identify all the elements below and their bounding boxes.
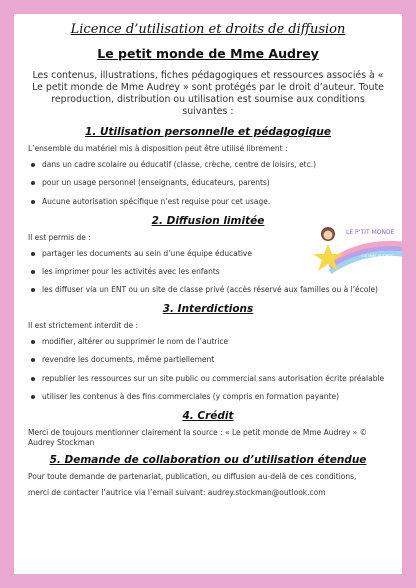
list-item: les imprimer pour les activités avec les enfants xyxy=(28,267,388,277)
section-5-text: Pour toute demande de partenariat, publication, ou diffusion au-delà de ces conditions, xyxy=(28,472,357,481)
list-item: partager les documents au sein d’une équipe éducative xyxy=(28,249,388,259)
section-1-text: L’ensemble du matériel mis à disposition peut être utilisé librement : xyxy=(28,144,288,154)
document-subtitle: Le petit monde de Mme Audrey xyxy=(97,46,319,61)
license-page xyxy=(14,14,402,574)
list-item: republier les ressources sur un site public ou commercial sans autorisation écrite préalable xyxy=(28,374,388,384)
list-item: utiliser les contenus à des fins commerciales (y compris en formation payante) xyxy=(28,392,388,402)
section-5-contact: merci de contacter l’autrice via l’email suivant: audrey.stockman@outlook.com xyxy=(28,488,326,498)
logo-line-1: LE P’TIT MONDE xyxy=(346,229,395,236)
list-item: les diffuser via un ENT ou un site de classe privé (accès réservé aux familles ou à l’école) xyxy=(28,285,388,295)
document-title: Licence d’utilisation et droits de diffusion xyxy=(70,22,346,37)
list-item: dans un cadre scolaire ou éducatif (classe, crèche, centre de loisirs, etc.) xyxy=(28,160,388,170)
intro-paragraph: Les contenus, illustrations, fiches pédagogiques et ressources associés à « Le petit monde de Mme Audrey » sont protégés par le droit d’auteur. Toute reproduction, distribution ou utilisation est soumise aux conditions suivantes : xyxy=(32,70,384,118)
brand-logo xyxy=(312,222,402,274)
section-4-title: 4. Crédit xyxy=(182,409,234,422)
section-1-list xyxy=(28,160,388,206)
section-2-title: 2. Diffusion limitée xyxy=(151,214,265,227)
section-3-text: Il est strictement interdit de : xyxy=(28,321,139,331)
section-3-title: 3. Interdictions xyxy=(162,303,254,316)
section-4-text: Merci de toujours mentionner clairement la source : « Le petit monde de Mme Audrey » © Audrey Stockman xyxy=(28,427,368,447)
section-3-list xyxy=(28,337,388,402)
list-item: modifier, altérer ou supprimer le nom de l’autrice xyxy=(28,337,388,347)
logo-line-2: DE MME AUDREY xyxy=(362,254,393,258)
list-item: Aucune autorisation spécifique n’est requise pour cet usage. xyxy=(28,197,388,207)
list-item: pour un usage personnel (enseignants, éducateurs, parents) xyxy=(28,178,388,188)
section-1-title: 1. Utilisation personnelle et pédagogique xyxy=(85,126,331,139)
section-5-title: 5. Demande de collaboration ou d’utilisation étendue xyxy=(49,454,367,466)
section-2-text: Il est permis de : xyxy=(28,232,91,242)
list-item: revendre les documents, même partiellement xyxy=(28,355,388,365)
